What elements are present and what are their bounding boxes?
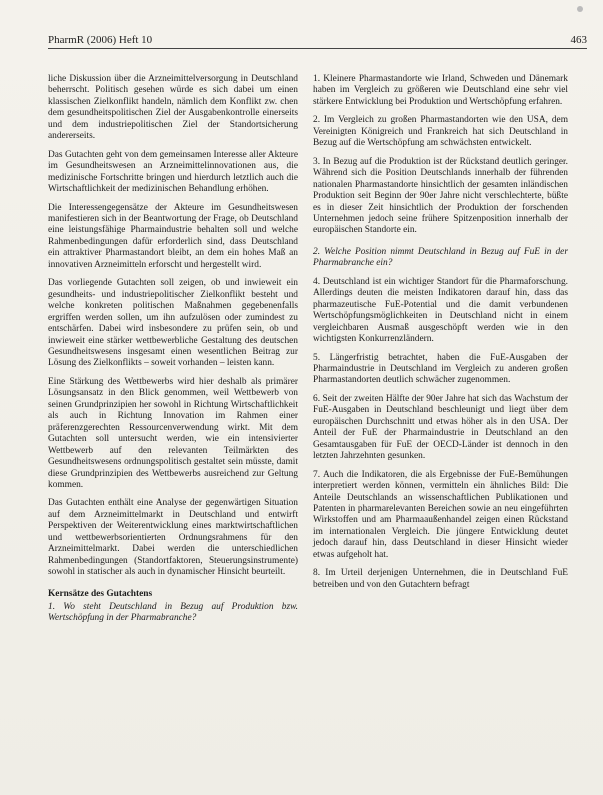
paragraph: Das vorliegende Gutachten soll zeigen, ob und inwieweit ein gesundheits- und industriepolitischer Zielkonflikt besteht und welche konkreten politischen Maßnahmen gegebenenfalls ergriffen werden sollen, um ihn aufzulösen oder zumindest zu entschärfen. Dabei wird insbesondere zu prüfen sein, ob und inwieweit eine stärker wettbewerbliche Gestaltung des deutschen Gesundheitswesens insgesamt einen wesentlichen Beitrag zur Lösung des Zielkonflikts – soweit vorhanden – leisten kann.: [48, 278, 298, 369]
paragraph: 4. Deutschland ist ein wichtiger Standort für die Pharmaforschung. Allerdings deuten die meisten Indikatoren darauf hin, dass das pharmazeutische FuE-Potential und die damit verbundenen Wertschöpfungsmöglichkeiten in Deutschland nicht in einem vergleichbaren Ausmaß ausgeschöpft werden wie in den wichtigsten Konkurrenzländern.: [313, 276, 568, 345]
left-column: [48, 74, 298, 632]
paragraph: 7. Auch die Indikatoren, die als Ergebnisse der FuE-Bemühungen interpretiert werden können, vermitteln ein ähnliches Bild: Die Anteile Deutschlands an wissenschaftlichen Publikationen und Patenten in pharmarelevanten Bereichen sowie an neu eingeführten Wirkstoffen und am Pharmaaußenhandel zeigen einen Rückstand im internationalen Vergleich. Die jüngere Entwicklung deutet jedoch darauf hin, dass Deutschland in dieser Hinsicht wieder etwas aufgeholt hat.: [313, 469, 568, 560]
paragraph: 8. Im Urteil derjenigen Unternehmen, die in Deutschland FuE betreiben und von den Gutachtern befragt: [313, 568, 568, 590]
paragraph: 6. Seit der zweiten Hälfte der 90er Jahre hat sich das Wachstum der FuE-Ausgaben in Deutschland beschleunigt und liegt über dem europäischen Durchschnitt und etwas höher als in den USA. Der Anteil der FuE der Pharmaindustrie in Deutschland an den Gesamtausgaben für FuE der OECD-Länder ist dennoch in den letzten Jahrzehnten gesunken.: [313, 393, 568, 462]
paragraph: Eine Stärkung des Wettbewerbs wird hier deshalb als primärer Lösungsansatz in den Blick genommen, weil Wettbewerb von seinen Grundprinzipien her sowohl in Richtung Wirtschaftlichkeit als auch in Richtung Innovation im Rahmen einer präferenzgerechten Ressourcenverwendung wirkt. Mit dem Gutachten soll untersucht werden, wie ein intensivierter Wettbewerb auf den relevanten Teilmärkten des Gesundheitswesens ordnungspolitisch gestaltet sein müsste, damit diese Grundprinzipien des Wettbewerbs ausreichend zur Geltung kommen.: [48, 376, 298, 490]
header-rule: [48, 48, 587, 49]
paragraph: 5. Längerfristig betrachtet, haben die FuE-Ausgaben der Pharmaindustrie in Deutschland im Vergleich zu anderen großen Pharmastandorten deutlich schwächer zugenommen.: [313, 352, 568, 386]
paragraph: Das Gutachten geht von dem gemeinsamen Interesse aller Akteure im Gesundheitswesen an Arzneimittelinnovationen aus, die medizinische Fortschritte bringen und hierdurch letztlich auch die Wirtschaftlichkeit der medizinischen Behandlung erhöhen.: [48, 149, 298, 195]
page-header: [48, 30, 587, 46]
paragraph: liche Diskussion über die Arzneimittelversorgung in Deutschland beherrscht. Politisch gesehen würde es sich dabei um einen klassischen Zielkonflikt handeln, nämlich dem Konflikt zw. chen dem gesundheitspolitischen Ziel der Ausgabenkontrolle einerseits und dem industriepolitischen Ziel der Standortsicherung andererseits.: [48, 74, 298, 142]
right-column: [313, 74, 568, 598]
question-heading: 1. Wo steht Deutschland in Bezug auf Produktion bzw. Wertschöpfung in der Pharmabranche?: [48, 602, 298, 624]
journal-reference: PharmR (2006) Heft 10: [48, 34, 153, 46]
paragraph: Das Gutachten enthält eine Analyse der gegenwärtigen Situation auf dem Arzneimittelmarkt in Deutschland und entwirft Perspektiven der Weiterentwicklung eines marktwirtschaftlichen und wettbewerbsorientierten Ordnungsrahmens für den Arzneimittelmarkt. Dabei werden die unterschiedlichen Rahmenbedingungen (Standortfaktoren, Steuerungsinstrumente) sowohl in statischer als auch in dynamischer Hinsicht beurteilt.: [48, 498, 298, 578]
page-number: 463: [570, 34, 587, 46]
paragraph: 1. Kleinere Pharmastandorte wie Irland, Schweden und Dänemark haben im Vergleich zu größeren wie Deutschland eine sehr viel stärkere Entwicklung bei Produktion und Wertschöpfung erfahren.: [313, 74, 568, 107]
paragraph: Die Interessengegensätze der Akteure im Gesundheitswesen manifestieren sich in der Beantwortung der Frage, ob Deutschland eine leistungsfähige Pharmaindustrie behalten soll und welche Rahmenbedingungen dafür erforderlich sind, dass Deutschland ein attraktiver Pharmastandort bleibt, an dem ein hohes Maß an innovativen Arzneimitteln erforscht und hergestellt wird.: [48, 202, 298, 270]
scan-speck: [577, 6, 583, 12]
paragraph: 2. Im Vergleich zu großen Pharmastandorten wie den USA, dem Vereinigten Königreich und Frankreich hat sich Deutschland in Bezug auf die Wertschöpfung am schwächsten entwickelt.: [313, 115, 568, 149]
paragraph: 3. In Bezug auf die Produktion ist der Rückstand deutlich geringer. Während sich die Position Deutschlands innerhalb der führenden nationalen Pharmastandorte hinsichtlich der gesamten inländischen Produktion seit Beginn der 90er Jahre nicht verschlechterte, büßte es in dieser Zeit hinsichtlich der Produktion der forschenden Unternehmen jedoch seine frühere Spitzenposition innerhalb der europäischen Standorte ein.: [313, 156, 568, 236]
section-heading: Kernsätze des Gutachtens: [48, 588, 153, 599]
question-heading: 2. Welche Position nimmt Deutschland in Bezug auf FuE in der Pharmabranche ein?: [313, 246, 568, 269]
